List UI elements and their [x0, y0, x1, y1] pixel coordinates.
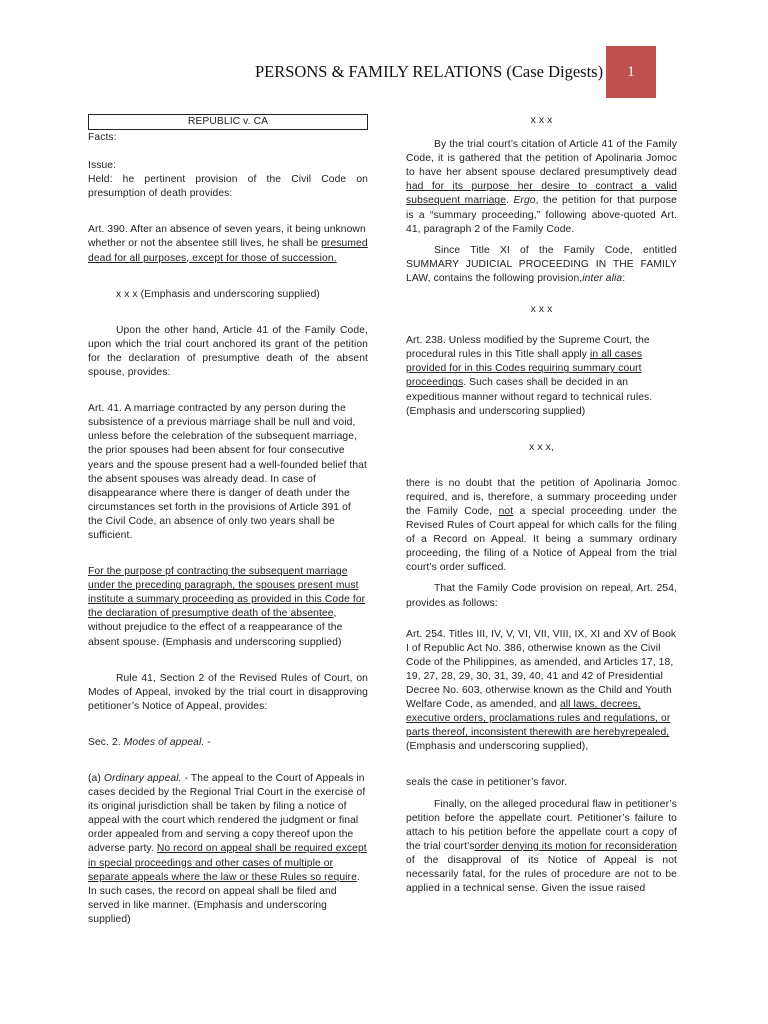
xxx-note-1: x x x (Emphasis and underscoring supplied): [116, 288, 320, 300]
art41-intro: Upon the other hand, Article 41 of the Family Code, upon which the trial court anchored its grant of the petition for the declaration of presumptive death of the absent spouse, provides:: [88, 324, 368, 379]
case-title: REPUBLIC v. CA: [187, 116, 269, 127]
procedural-flaw-paragraph: Finally, on the alleged procedural flaw in petitioner’s petition before the appellate court. Petitioner’s failure to attach to his petition before the appellate court a copy of the trial court’sorder denying its motion for reconsideration of the disapproval of its Notice of Appeal is not necessarily fatal, for the rules of procedure are not to be applied in a technical sense. Given the issue raised: [406, 798, 678, 895]
art238-paragraph: Art. 238. Unless modified by the Supreme Court, the procedural rules in this Title shall apply in all cases provided for in this Codes requiring summary court proceedings. Such cases shall be decided in an expeditious manner without regard to technical rules. (Emphasis and underscoring supplied): [406, 335, 653, 417]
right-column: [406, 114, 677, 896]
issue-label: Issue:: [88, 160, 117, 172]
trial-court-paragraph: By the trial court’s citation of Article 41 of the Family Code, it is gathered that the petition of Apolinaria Jomoc to have her absent spouse declared presumptively dead had for its purpose her desire to contract a valid subsequent marriage. Ergo, the petition for that purpose is a “summary proceeding,” following above-quoted Art. 41, paragraph 2 of the Family Code.: [406, 139, 678, 235]
page-number-badge: [606, 46, 656, 98]
sec2-heading: Sec. 2. Modes of appeal. -: [88, 736, 211, 748]
art390-paragraph: Art. 390. After an absence of seven years, it being unknown whether or not the absentee still lives, he shall be presumed dead for all purposes, except for those of succession.: [88, 224, 368, 264]
art41-paragraph-2: For the purpose pf contracting the subsequent marriage under the preceding paragraph, the spouses present must institute a summary proceeding as provided in this Code for the declaration of presumptive death of the absentee, without prejudice to the effect of a reappearance of the absent spouse. (Emphasis and underscoring supplied): [88, 566, 366, 648]
left-column: [88, 114, 368, 927]
xxx-separator-1: x x x: [530, 115, 553, 126]
page-number: 1: [627, 63, 635, 80]
facts-label: Facts:: [88, 132, 117, 143]
title-xi-paragraph: Since Title XI of the Family Code, entitled SUMMARY JUDICIAL PROCEEDING IN THE FAMILY LAW, contains the following provision,inter alia:: [406, 244, 677, 284]
repeal-intro: That the Family Code provision on repeal, Art. 254, provides as follows:: [406, 583, 677, 609]
case-title-box: [88, 114, 368, 130]
held-paragraph: Held: he pertinent provision of the Civil Code on presumption of death provides:: [88, 174, 368, 200]
xxx-separator-2: x x x: [530, 304, 553, 316]
seals-case-line: seals the case in petitioner’s favor.: [406, 777, 568, 789]
rule41-intro: Rule 41, Section 2 of the Revised Rules of Court, on Modes of Appeal, invoked by the trial court in disapproving petitioner’s Notice of Appeal, provides:: [88, 672, 368, 712]
art41-paragraph: Art. 41. A marriage contracted by any person during the subsistence of a previous marriage shall be null and void, unless before the celebration of the subsequent marriage, the prior spouses had been absent for four consecutive years and the spouse present had a well-founded belief that the absent spouses was already dead. In case of disappearance where there is danger of death under the circumstances set forth in the provisions of Article 391 of the Civil Code, an absence of only two years shall be sufficient.: [88, 403, 367, 541]
summary-proceeding-paragraph: there is no doubt that the petition of Apolinaria Jomoc required, and is, therefore, a summary proceeding under the Family Code, not a special proceeding under the Revised Rules of Court appeal for which calls for the filing of a Record on Appeal. It being a summary ordinary proceeding, the filing of a Notice of Appeal from the trial court’s order sufficed.: [406, 477, 677, 574]
ordinary-appeal-paragraph: (a) Ordinary appeal. - The appeal to the Court of Appeals in cases decided by the Regional Trial Court in the exercise of its original jurisdiction shall be taken by filing a notice of appeal with the court which rendered the judgment or final order appealed from and serving a copy thereof upon the adverse party. No record on appeal shall be required except in special proceedings and other cases of multiple or separate appeals where the law or these Rules so require. In such cases, the record on appeal shall be filed and served in like manner. (Emphasis and underscoring supplied): [88, 773, 367, 925]
art254-paragraph: Art. 254. Titles III, IV, V, VI, VII, VIII, IX, XI and XV of Book I of Republic Act No. 386, otherwise known as the Civil Code of the Philippines, as amended, and Articles 17, 18, 19, 27, 28, 29, 30, 31, 39, 40, 41 and 42 of Presidential Decree No. 603, otherwise known as the Child and Youth Welfare Code, as amended, and all laws, decrees, executive orders, proclamations rules and regulations, or parts thereof, inconsistent therewith are herebyrepealed, (Emphasis and underscoring supplied),: [406, 628, 677, 753]
document-header-title: PERSONS & FAMILY RELATIONS (Case Digests): [255, 62, 604, 81]
xxx-separator-3: x x x,: [529, 441, 554, 453]
